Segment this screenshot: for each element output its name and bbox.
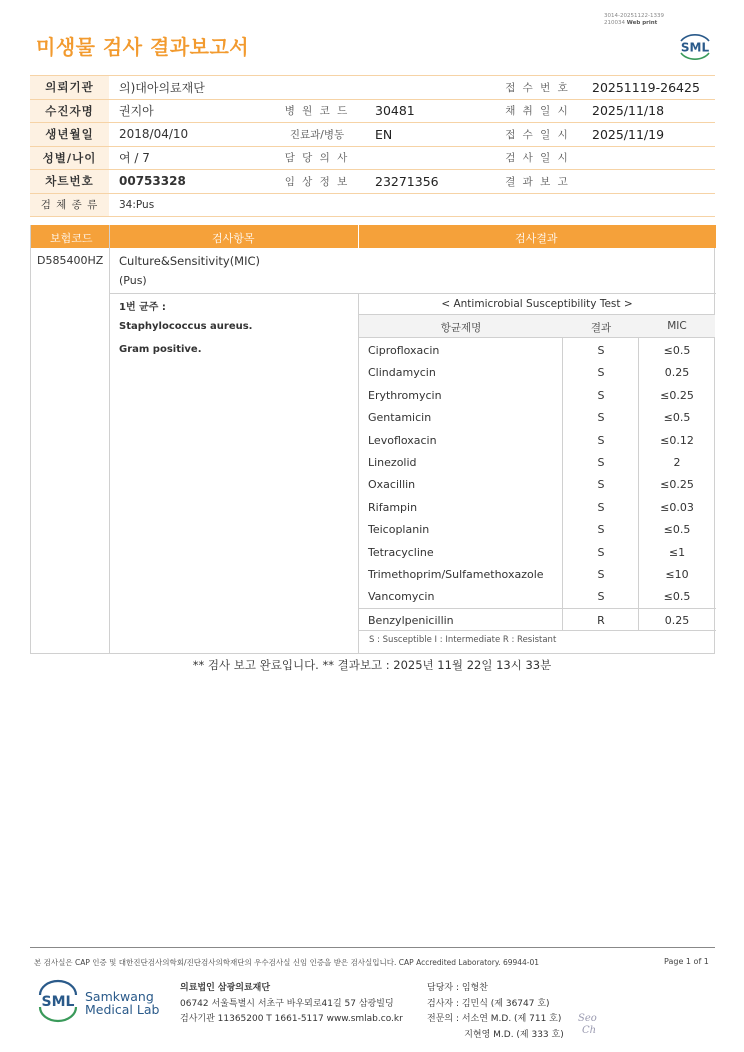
- drug-name: Benzylpenicillin: [368, 613, 454, 627]
- ast-row: [359, 541, 715, 564]
- drug-result: S: [597, 478, 605, 492]
- info-label: 임 상 정 보: [275, 170, 359, 194]
- staff-line: 전문의 : 서소연 M.D. (제 711 호): [427, 1014, 562, 1024]
- col-test-item: 검사항목: [212, 232, 255, 245]
- info-value: EN: [359, 123, 499, 147]
- page-indicator: Page 1 of 1: [664, 957, 709, 966]
- print-code-line: 3014-20251122-1339: [604, 13, 664, 19]
- accession-number: 20251119-26425: [576, 76, 715, 100]
- institution-name: 의료법인 삼광의료재단: [180, 983, 271, 993]
- ast-row: [359, 473, 715, 496]
- drug-mic: ≤0.12: [660, 433, 694, 447]
- info-label: 검 체 종 류: [30, 193, 109, 217]
- drug-mic: ≤1: [668, 545, 686, 559]
- info-value: 의)대아의료재단: [109, 76, 499, 100]
- info-label: 접 수 일 시: [499, 123, 576, 147]
- ast-col-result: 결과: [590, 322, 612, 334]
- ast-row: [359, 563, 715, 586]
- info-label: 성별/나이: [30, 146, 109, 170]
- signature-line: Ch: [582, 1025, 597, 1036]
- accreditation-note: 본 검사실은 CAP 인증 및 대한진단검사의학회/진단검사의학재단의 우수검사실 신임 인증을 받은 검사실입니다. CAP Accredited Laboratory. 69944-01: [34, 958, 540, 967]
- info-row: [30, 76, 715, 100]
- test-specimen: (Pus): [119, 274, 147, 287]
- ast-row: [359, 429, 715, 452]
- drug-mic: ≤0.03: [660, 500, 694, 514]
- staff-line: 지현영 M.D. (제 333 호): [427, 1029, 564, 1040]
- institution-address: 06742 서울특별시 서초구 바우뫼로41길 57 삼광빌딩: [180, 998, 394, 1009]
- info-value: 2025/11/19: [576, 123, 715, 147]
- ast-row: [359, 361, 715, 384]
- drug-name: Linezolid: [368, 456, 417, 469]
- info-value: 30481: [359, 99, 499, 123]
- info-row: [30, 123, 715, 147]
- sml-logo-icon: [36, 978, 80, 1024]
- drug-name: Oxacillin: [368, 478, 416, 492]
- birth-date: 2018/04/10: [109, 123, 275, 147]
- ast-row: [359, 518, 715, 541]
- info-label: 병 원 코 드: [275, 99, 359, 123]
- print-code-sub: 210034: [604, 20, 625, 26]
- info-label: 수진자명: [30, 99, 109, 123]
- lab-brand-line2: Medical Lab: [85, 1002, 160, 1017]
- drug-mic: ≤0.5: [663, 523, 691, 537]
- patient-info-table: [30, 75, 715, 217]
- drug-result: S: [597, 433, 605, 447]
- drug-name: Tetracycline: [368, 545, 434, 559]
- ast-row: [359, 609, 715, 632]
- drug-name: Erythromycin: [368, 388, 442, 402]
- sml-logo-icon: [675, 28, 715, 62]
- drug-result: S: [597, 366, 605, 380]
- ast-row: [359, 384, 715, 407]
- sml-logo-text: SML: [41, 994, 75, 1010]
- drug-result: S: [597, 523, 605, 537]
- drug-mic: ≤0.25: [660, 388, 694, 402]
- patient-name: 권지아: [109, 99, 275, 123]
- insurance-code: D585400HZ: [37, 254, 104, 267]
- institution-contact: 검사기관 11365200 T 1661-5117 www.smlab.co.kr: [180, 1014, 403, 1024]
- staff-line: 검사자 : 김민식 (제 36747 호): [427, 998, 550, 1009]
- info-row: [30, 170, 715, 194]
- report-completion: ** 검사 보고 완료입니다. ** 결과보고 : 2025년 11월 22일 13시 33분: [192, 658, 552, 672]
- col-insurance-code: 보험코드: [50, 232, 93, 245]
- signature: [578, 1013, 597, 1037]
- drug-mic: ≤0.5: [663, 344, 691, 357]
- info-label: 접 수 번 호: [499, 76, 576, 100]
- info-row: [30, 193, 715, 217]
- web-print-label: Web print: [626, 20, 658, 26]
- info-value: [359, 146, 499, 170]
- info-label: 생년월일: [30, 123, 109, 147]
- chart-number: 00753328: [109, 170, 275, 194]
- info-label: 의뢰기관: [30, 76, 109, 100]
- ast-column-header: [359, 315, 715, 338]
- info-label: 차트번호: [30, 170, 109, 194]
- specimen-type: 34:Pus: [109, 193, 715, 217]
- drug-name: Clindamycin: [368, 366, 436, 380]
- drug-result: S: [597, 344, 605, 357]
- info-value: [576, 170, 715, 194]
- drug-result: S: [597, 388, 605, 402]
- organism-name: Staphylococcus aureus.: [119, 321, 253, 332]
- result-section: [30, 225, 715, 654]
- info-label: 담 당 의 사: [275, 146, 359, 170]
- lab-brand-line1: Samkwang: [85, 989, 154, 1004]
- ast-row: [359, 406, 715, 429]
- info-value: 2025/11/18: [576, 99, 715, 123]
- institution-info: [180, 981, 403, 1028]
- info-row: [30, 146, 715, 170]
- drug-result: R: [597, 613, 605, 627]
- ast-row: [359, 451, 715, 474]
- drug-result: S: [597, 545, 605, 559]
- test-name: Culture&Sensitivity(MIC): [119, 254, 261, 268]
- gram-stain: Gram positive.: [119, 344, 202, 355]
- drug-name: Rifampin: [368, 500, 418, 514]
- drug-mic: 2: [673, 456, 681, 469]
- col-test-result: 검사결과: [515, 232, 558, 245]
- info-label: 결 과 보 고: [499, 170, 576, 194]
- signature-line: Seo: [578, 1013, 597, 1024]
- ast-col-mic: MIC: [667, 320, 687, 332]
- ast-row: [359, 585, 715, 608]
- ast-col-drug: 항균제명: [440, 322, 482, 334]
- drug-mic: ≤10: [665, 568, 689, 581]
- staff-info: [427, 981, 564, 1043]
- info-label: 채 취 일 시: [499, 99, 576, 123]
- drug-result: S: [597, 568, 605, 581]
- drug-name: Ciprofloxacin: [368, 344, 440, 357]
- info-row: [30, 99, 715, 123]
- staff-line: 담당자 : 임형찬: [427, 983, 488, 993]
- info-label: 검 사 일 시: [499, 146, 576, 170]
- drug-result: S: [597, 456, 605, 469]
- info-label: 진료과/병동: [275, 123, 359, 147]
- organism-label: 1번 균주 :: [119, 302, 166, 313]
- ast-row: [359, 496, 715, 519]
- ast-row: [359, 339, 715, 362]
- drug-mic: ≤0.5: [663, 411, 691, 425]
- footer-divider: [30, 947, 715, 948]
- drug-result: S: [597, 411, 605, 425]
- drug-name: Gentamicin: [368, 411, 432, 425]
- drug-mic: ≤0.25: [660, 478, 694, 492]
- drug-name: Vancomycin: [368, 590, 435, 604]
- print-code: [604, 13, 664, 27]
- info-value: 23271356: [359, 170, 499, 194]
- result-header: [31, 225, 716, 248]
- drug-mic: 0.25: [664, 366, 690, 380]
- ast-legend: S : Susceptible I : Intermediate R : Resistant: [369, 635, 557, 645]
- info-value: [576, 146, 715, 170]
- drug-name: Trimethoprim/Sulfamethoxazole: [368, 568, 544, 581]
- drug-mic: 0.25: [664, 613, 690, 627]
- sml-logo-text: SML: [680, 40, 710, 55]
- sex-age: 여 / 7: [109, 146, 275, 170]
- drug-name: Levofloxacin: [368, 433, 437, 447]
- drug-mic: ≤0.5: [663, 590, 691, 604]
- drug-result: S: [597, 590, 605, 604]
- drug-name: Teicoplanin: [368, 523, 430, 537]
- ast-title: < Antimicrobial Susceptibility Test >: [359, 294, 715, 315]
- lab-brand: [85, 990, 159, 1016]
- drug-result: S: [597, 500, 605, 514]
- report-title: 미생물 검사 결과보고서: [36, 35, 250, 59]
